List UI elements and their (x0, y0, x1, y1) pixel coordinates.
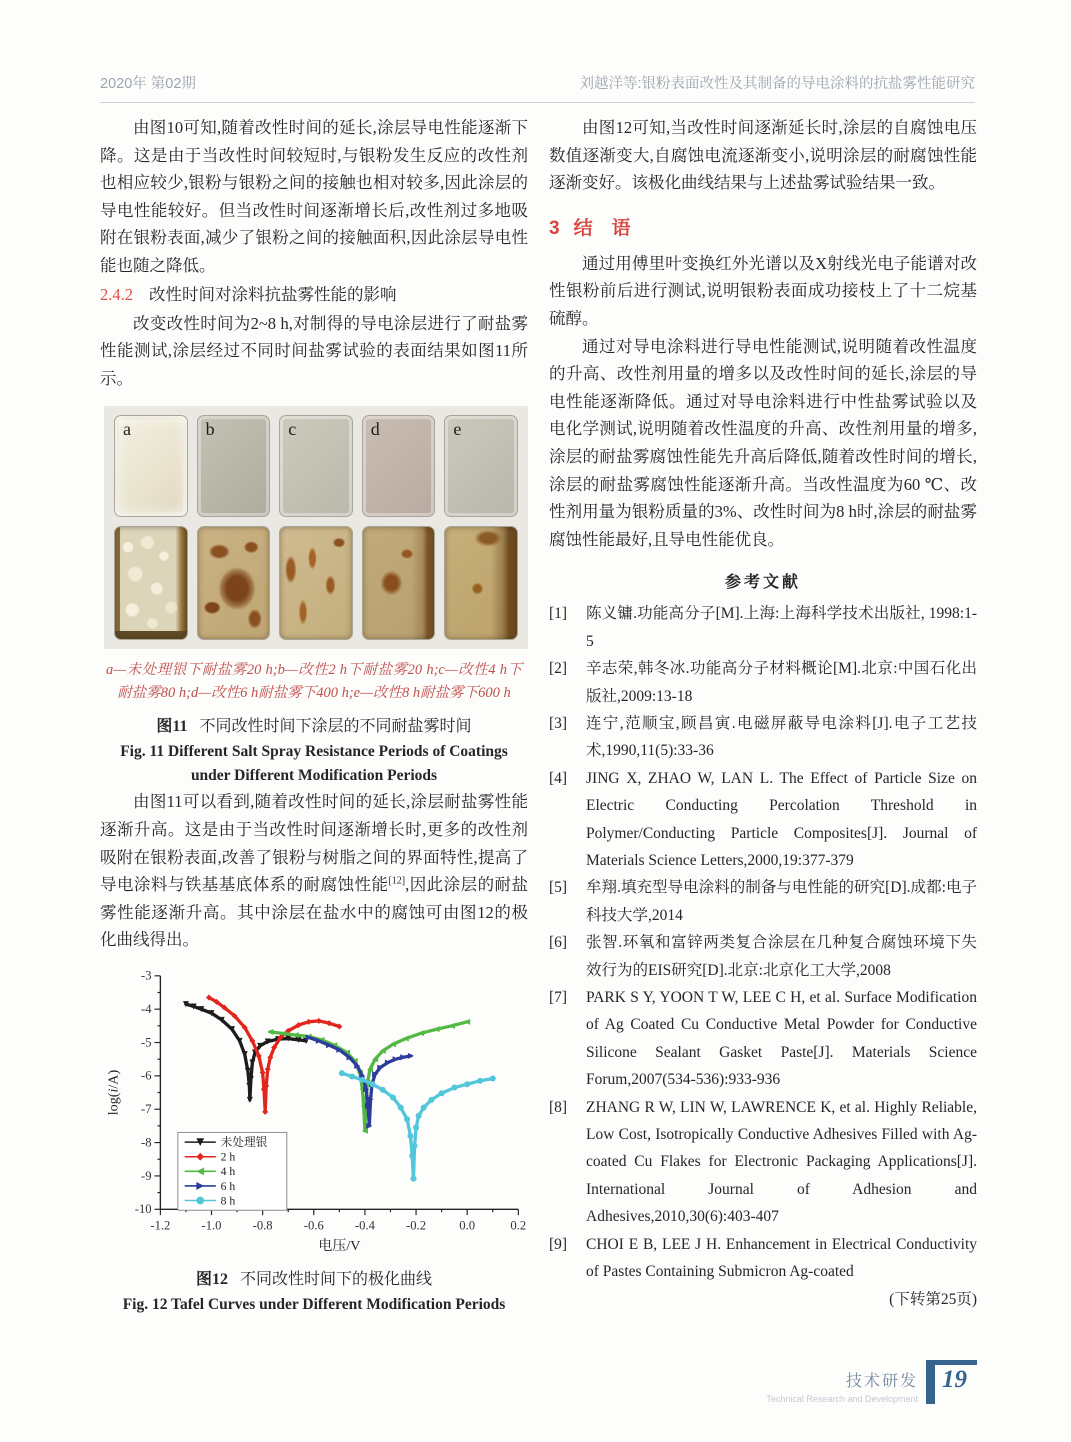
svg-text:-0.8: -0.8 (252, 1218, 273, 1233)
footer-label-en: Technical Research and Development (766, 1394, 918, 1404)
tafel-curves-svg (102, 966, 530, 1258)
conclusion-number: 3 (549, 217, 560, 239)
reference-text: JING X, ZHAO W, LAN L. The Effect of Particle Size on Electric Conducting Percolation Threshold in Polymer/Conducting Particle Composites[J]. Journal of Materials Science Letters,2000,19:377-379 (586, 769, 977, 869)
reference-item (549, 1094, 977, 1231)
page-header (100, 72, 975, 103)
svg-text:-0.2: -0.2 (406, 1218, 427, 1233)
panel-label-c: c (288, 419, 297, 440)
svg-text:-6: -6 (141, 1068, 152, 1083)
svg-text:-0.4: -0.4 (354, 1218, 375, 1233)
references-list (549, 600, 977, 1285)
svg-text:0.0: 0.0 (459, 1218, 476, 1233)
svg-text:-9: -9 (141, 1168, 152, 1183)
reference-text: 连宁,范顺宝,顾昌寅.电磁屏蔽导电涂料[J].电子工艺技术,1990,11(5):33-36 (586, 714, 977, 760)
reference-item (549, 600, 977, 655)
svg-text:-10: -10 (134, 1202, 152, 1217)
section-number: 2.4.2 (100, 284, 133, 304)
svg-text:0.2: 0.2 (510, 1218, 527, 1233)
page-number-badge (926, 1360, 977, 1404)
figure-12-title: 不同改性时间下的极化曲线 (240, 1270, 433, 1288)
left-column (100, 114, 528, 1317)
svg-text:2 h: 2 h (220, 1150, 236, 1164)
sample-photo-a-bottom (114, 526, 188, 640)
reference-text: 张智.环氧和富锌两类复合涂层在几种复合腐蚀环境下失效行为的EIS研究[D].北京:北京化工大学,2008 (586, 934, 977, 979)
sample-photo-d-top (362, 415, 436, 517)
para3-text-cont: ,因此涂层的耐盐雾性能逐渐升高。其中涂层在盐水中的腐蚀可由图12的极化曲线得出。 (100, 875, 529, 950)
footer-section-label (766, 1360, 918, 1404)
references-heading: 参考文献 (724, 574, 801, 592)
svg-text:-3: -3 (141, 968, 152, 983)
reference-item (549, 765, 977, 875)
page-number: 19 (942, 1366, 967, 1393)
reference-text: CHOI E B, LEE J H. Enhancement in Electrical Conductivity of Pastes Containing Submicron Ag-coated (586, 1235, 977, 1281)
section-title: 改性时间对涂料抗盐雾性能的影响 (149, 284, 397, 304)
figure-12-label: 图12 (195, 1270, 228, 1288)
sample-photo-c-top (279, 415, 353, 517)
sample-photo-a-top (114, 415, 188, 517)
section-heading-2-4-2 (100, 281, 528, 309)
sample-column-b (197, 415, 271, 640)
reference-text: 牟翔.填充型导电涂料的制备与电性能的研究[D].成都:电子科技大学,2014 (586, 879, 977, 924)
figure-11-label: 图11 (156, 718, 188, 736)
svg-text:电压/V: 电压/V (318, 1238, 361, 1255)
svg-text:未处理银: 未处理银 (220, 1135, 268, 1149)
svg-text:-1.2: -1.2 (150, 1218, 171, 1233)
svg-text:-7: -7 (141, 1102, 152, 1117)
svg-text:-4: -4 (141, 1001, 152, 1016)
reference-number: [2] (549, 660, 568, 678)
para3-text: 由图11可以看到,随着改性时间的延长,涂层耐盐雾性能逐渐升高。这是由于当改性时间逐渐增长时,更多的改性剂吸附在银粉表面,改善了银粉与树脂之间的界面特性,提高了导电涂料与铁基基底体系的耐腐蚀性能 (100, 792, 528, 895)
reference-text: ZHANG R W, LIN W, LAWRENCE K, et al. Highly Reliable, Low Cost, Isotropically Conductive Adhesives Filled with Ag-coated Cu Flakes for Electronic Packaging Applications[J]. International Journal of Adhesion and Adhesives,2010,30(6):403-407 (586, 1098, 977, 1226)
sample-photo-e-bottom (444, 526, 518, 640)
reference-number: [5] (549, 879, 568, 897)
paragraph: 由图10可知,随着改性时间的延长,涂层导电性能逐渐下降。这是由于当改性时间较短时,与银粉发生反应的改性剂也相应较少,银粉与银粉之间的接触也相对较多,因此涂层的导电性能较好。但当改性时间逐渐增长后,改性剂过多地吸附在银粉表面,减少了银粉之间的接触面积,因此涂层导电性能也随之降低。 (100, 118, 528, 275)
sample-photo-d-bottom (362, 526, 436, 640)
panel-label-a: a (123, 419, 131, 440)
sample-photo-c-bottom (279, 526, 353, 640)
reference-text: PARK S Y, YOON T W, LEE C H, et al. Surface Modification of Ag Coated Cu Conductive Metal Powder for Conductive Silicone Sealant Gasket Paste[J]. Materials Science Forum,2007(534-536):933-936 (586, 989, 977, 1089)
reference-number: [4] (549, 769, 568, 787)
figure-11-photos (104, 406, 528, 649)
svg-text:4 h: 4 h (220, 1165, 236, 1179)
figure-12-chart (102, 966, 528, 1258)
figure-11-title: 不同改性时间下涂层的不同耐盐雾时间 (199, 718, 472, 736)
sample-column-d (362, 415, 436, 640)
paragraph: 由图12可知,当改性时间逐渐延长时,涂层的自腐蚀电压数值逐渐变大,自腐蚀电流逐渐变小,说明涂层的耐腐蚀性能逐渐变好。该极化曲线结果与上述盐雾试验结果一致。 (549, 118, 977, 193)
page-content (100, 114, 977, 1317)
sample-photo-b-bottom (197, 526, 271, 640)
figure-11-note: a—未处理银下耐盐雾20 h;b—改性2 h下耐盐雾20 h;c—改性4 h下耐盐雾80 h;d—改性6 h耐盐雾下400 h;e—改性8 h耐盐雾下600 h (106, 662, 522, 702)
right-column (549, 114, 977, 1317)
sample-column-a (114, 415, 188, 640)
reference-item (549, 874, 977, 929)
sample-column-e (444, 415, 518, 640)
svg-text:6 h: 6 h (220, 1179, 236, 1193)
sample-photo-b-top (197, 415, 271, 517)
reference-text: 辛志荣,韩冬冰.功能高分子材料概论[M].北京:中国石化出版社,2009:13-18 (586, 660, 977, 705)
reference-text: 陈义镛.功能高分子[M].上海:上海科学技术出版社, 1998:1-5 (586, 605, 977, 650)
svg-text:8 h: 8 h (220, 1194, 236, 1208)
figure-12-caption-zh (100, 1266, 528, 1289)
svg-text:-8: -8 (141, 1135, 152, 1150)
reference-number: [9] (549, 1235, 568, 1253)
svg-text:-5: -5 (141, 1035, 152, 1050)
continued-note: (下转第25页) (889, 1291, 977, 1309)
reference-number: [3] (549, 714, 568, 732)
running-title: 刘越洋等:银粉表面改性及其制备的导电涂料的抗盐雾性能研究 (579, 76, 975, 92)
reference-item (549, 1231, 977, 1286)
svg-text:-0.6: -0.6 (303, 1218, 324, 1233)
issue-label: 2020年 第02期 (100, 76, 196, 92)
reference-number: [8] (549, 1098, 568, 1116)
citation-superscript: [12] (388, 875, 406, 887)
reference-item (549, 655, 977, 710)
reference-number: [6] (549, 934, 568, 952)
reference-item (549, 710, 977, 765)
reference-item (549, 929, 977, 984)
svg-text:log(i/A): log(i/A) (105, 1069, 122, 1116)
paragraph: 通过用傅里叶变换红外光谱以及X射线光电子能谱对改性银粉前后进行测试,说明银粉表面成功接枝上了十二烷基硫醇。 (549, 253, 977, 328)
panel-label-d: d (370, 419, 380, 440)
reference-number: [1] (549, 605, 568, 623)
figure-11-caption-zh (100, 713, 528, 736)
figure-12-caption-en: Fig. 12 Tafel Curves under Different Modification Periods (122, 1295, 506, 1313)
conclusion-heading (549, 213, 977, 240)
sample-photo-e-top (444, 415, 518, 517)
panel-label-b: b (205, 419, 215, 440)
reference-item (549, 984, 977, 1094)
page-footer (766, 1360, 977, 1404)
panel-label-e: e (453, 419, 462, 440)
footer-label-zh: 技术研发 (845, 1373, 918, 1390)
paragraph: 通过对导电涂料进行导电性能测试,说明随着改性温度的升高、改性剂用量的增多以及改性时间的延长,涂层的导电性能逐渐降低。通过对导电涂料进行中性盐雾试验以及电化学测试,说明随着改性温度的升高、改性剂用量的增多,涂层的耐盐雾腐蚀性能先升高后降低,随着改性时间的增长,涂层的耐盐雾腐蚀性能逐渐升高。当改性温度为60 ℃、改性剂用量为银粉质量的3%、改性时间为8 h时,涂层的耐盐雾腐蚀性能最好,且导电性能优良。 (549, 336, 977, 549)
figure-11-caption-en: Fig. 11 Different Salt Spray Resistance Periods of Coatings under Different Modification Periods (120, 743, 508, 785)
paragraph (100, 788, 528, 954)
paragraph: 改变改性时间为2~8 h,对制得的导电涂层进行了耐盐雾性能测试,涂层经过不同时间盐雾试验的表面结果如图11所示。 (100, 313, 528, 388)
reference-number: [7] (549, 989, 568, 1006)
svg-text:-1.0: -1.0 (201, 1218, 222, 1233)
sample-column-c (279, 415, 353, 640)
conclusion-title: 结 语 (573, 217, 631, 239)
